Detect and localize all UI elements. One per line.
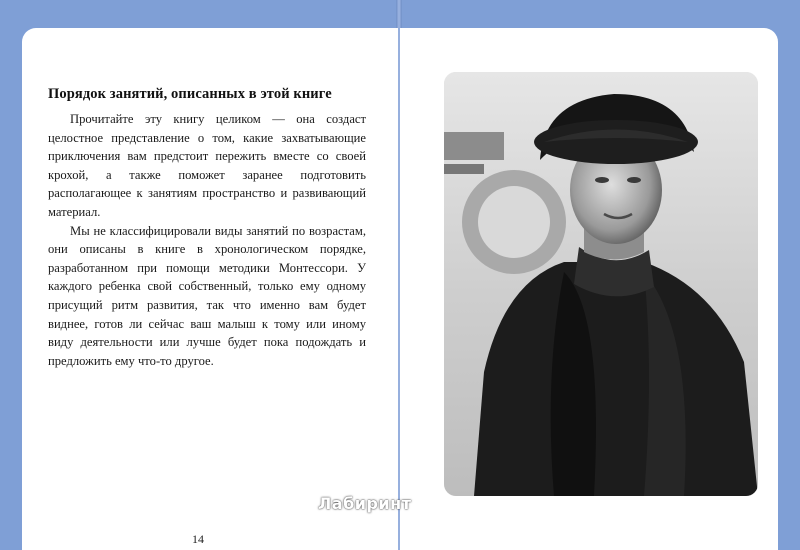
paragraph: Мы не классифицировали виды занятий по возрастам, они описаны в книге в хронологическом порядке, разработанном при помощи методики Монтессори. У каждого ребенка свой собственный, только ему одному присущий ритм развития, так что именно вам будет виднее, готов ли сейчас ваш малыш к тому или иному виду деятельности или лучше будет пока подождать и предложить ему что-то другое. <box>48 223 366 368</box>
labirint-logo-icon <box>294 492 316 514</box>
left-page <box>22 28 398 550</box>
paragraph: Прочитайте эту книгу целиком — она создаст целостное представление о том, какие захватывающие приключения вам предстоит пережить вместе со своей крохой, а также поможет заранее подготовить располагающее к занятиям пространство и развивающий материал. <box>48 112 366 219</box>
page-number: 14 <box>192 532 204 546</box>
portrait-photo <box>444 72 758 496</box>
section-heading: Порядок занятий, описанных в этой книге <box>48 86 332 102</box>
right-page <box>400 28 778 550</box>
portrait-photo-icon <box>444 72 758 496</box>
watermark-text: Лабиринт <box>318 493 412 513</box>
publisher-watermark <box>294 492 411 514</box>
body-text <box>48 110 366 370</box>
